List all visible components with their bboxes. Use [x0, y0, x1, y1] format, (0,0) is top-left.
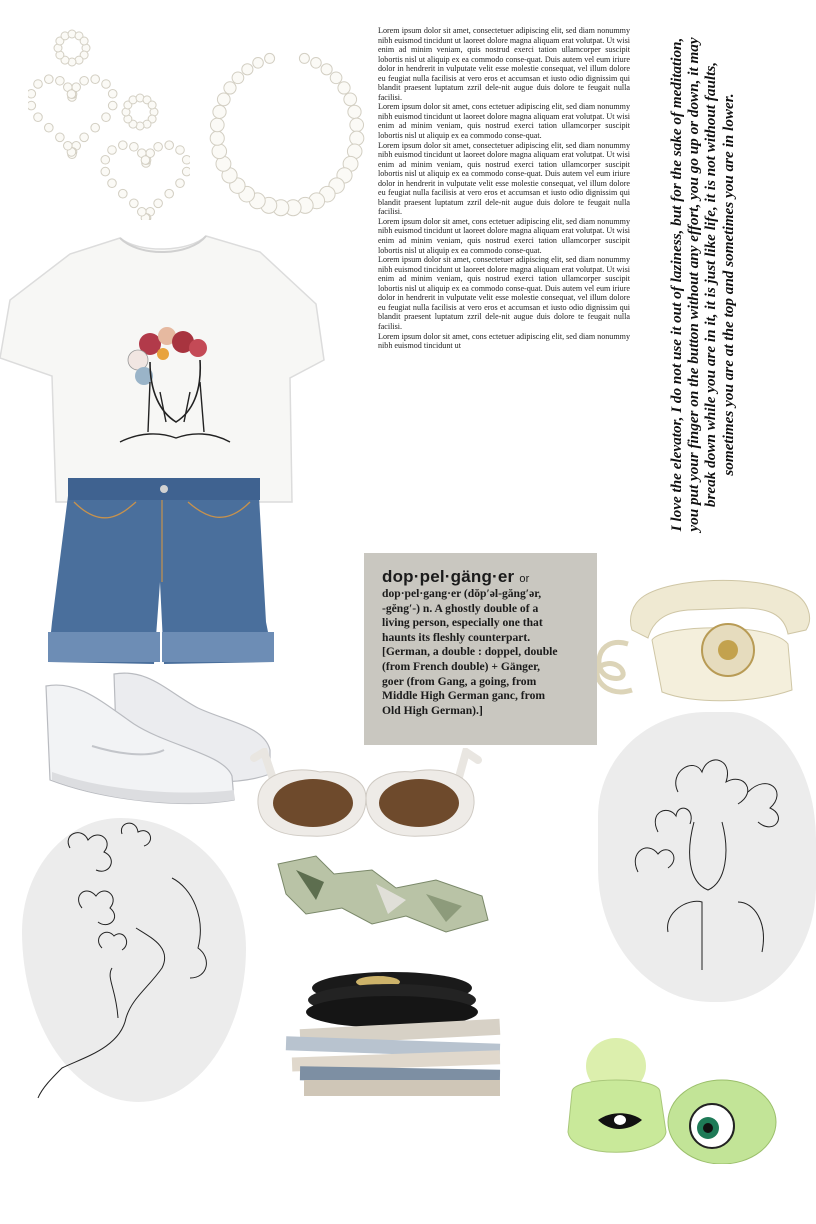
dictionary-line: dop·pel·gang·er (dŏp′əl-găng′ər, — [382, 587, 542, 600]
tshirt-image — [0, 232, 326, 504]
dictionary-or: or — [519, 573, 530, 585]
lorem-paragraph-4: Lorem ipsum dolor sit amet, cons ectetuer adipiscing elit, sed diam nonummy nibh euismod tincidunt ut laoreet dolore magna aliquam erat volutpat. Ut wisi enim ad minim veniam, quis nostrud exerci tation ullamcorper suscipit lobortis nisl ut aliquip ex ea commodo conse-quat. — [378, 216, 630, 255]
dictionary-line: [German, a double : doppel, double — [382, 645, 558, 659]
line-art-face-left — [22, 818, 246, 1102]
dictionary-headword: dop·pel·gäng·er — [382, 567, 515, 586]
dictionary-line: Middle High German ganc, from — [382, 689, 546, 703]
lorem-paragraph-5: Lorem ipsum dolor sit amet, consectetuer adipiscing elit, sed diam nonummy nibh euismod tincidunt ut laoreet dolore magna aliquam erat volutpat. Ut wisi enim ad minim veniam, quis nostrud exerci tation ullamcorper suscipit lobortis nisl ut aliquip ex ea commodo conse-quat. Duis autem vel eum iriure dolor in hendrerit in vulputate velit esse molestie consequat, vel illum dolore eu feugiat nulla facilisis at vero eros et accumsan et iusto odio dignissim qui blandit praesent luptatum zzril dele-nit augue duis dolore te feugait nulla facilisi. — [378, 255, 630, 331]
vinyl-records-image — [282, 966, 508, 1102]
lorem-paragraph-2: Lorem ipsum dolor sit amet, cons ectetuer adipiscing elit, sed diam nonummy nibh euismod tincidunt ut laoreet dolore magna aliquam erat volutpat. Ut wisi enim ad minim veniam, quis nostrud exerci tation ullamcorper suscipit lobortis nisl ut aliquip ex ea commodo conse-quat. — [378, 102, 630, 141]
elevator-quote-text: I love the elevator, I do not use it out of laziness, but for the sake of meditation, you put your finger on the button without any effort, you go up or down, it may break down while you are in it, it is just like life, it is not without faults, sometimes you are at the top and sometimes you are in lower. — [668, 37, 737, 532]
sunglasses-image — [250, 748, 482, 844]
doppelganger-dictionary-clip — [364, 553, 597, 745]
dictionary-line: goer (from Gang, a going, from — [382, 674, 537, 688]
pearl-earrings-image — [28, 28, 190, 220]
elevator-quote — [668, 32, 788, 542]
dictionary-line: (from French double) + Gänger, — [382, 659, 541, 673]
denim-shorts-image — [44, 472, 280, 672]
dictionary-line: living person, especially one that — [382, 616, 543, 630]
dollar-bill-image — [276, 854, 490, 936]
lorem-paragraph-3: Lorem ipsum dolor sit amet, consectetuer adipiscing elit, sed diam nonummy nibh euismod tincidunt ut laoreet dolore magna aliquam erat volutpat. Ut wisi enim ad minim veniam, quis nostrud exerci tation ullamcorper suscipit lobortis nisl ut aliquip ex ea commodo conse-quat. Duis autem vel eum iriure dolor in hendrerit in vulputate velit esse molestie consequat, vel illum dolore eu feugiat nulla facilisis at vero eros et accumsan et iusto odio dignissim qui blandit praesent luptatum zzril dele-nit augue duis dolore te feugait nulla facilisi. — [378, 140, 630, 217]
dictionary-line: -gĕng′-) n. A ghostly double of a — [382, 601, 539, 615]
dictionary-body — [382, 587, 587, 718]
pearl-necklace-image — [205, 40, 370, 225]
dictionary-line: haunts its fleshly counterpart. — [382, 630, 531, 644]
lorem-paragraph-1: Lorem ipsum dolor sit amet, consectetuer adipiscing elit, sed diam nonummy nibh euismod tincidunt ut laoreet dolore magna aliquam erat volutpat. Ut wisi enim ad minim veniam, quis nostrud exerci tation ullamcorper suscipit lobortis nisl ut aliquip ex ea commodo conse-quat. Duis autem vel eum iriure dolor in hendrerit in vulputate velit esse molestie consequat, vel illum dolore eu feugiat nulla facilisis at vero eros et accumsan et iusto odio dignissim qui blandit praesent luptatum zzril dele-nit augue duis dolore te feugait nulla facilisi. — [378, 26, 630, 102]
lip-balm-image — [562, 1036, 778, 1164]
dictionary-line: Old High German).] — [382, 703, 483, 717]
rotary-phone-image — [592, 574, 816, 704]
line-art-face-right — [598, 712, 816, 1002]
sneakers-image — [38, 662, 274, 810]
lorem-text-column — [378, 26, 630, 351]
lorem-paragraph-6: Lorem ipsum dolor sit amet, cons ectetuer adipiscing elit, sed diam nonummy nibh euismod tincidunt ut — [378, 331, 630, 351]
